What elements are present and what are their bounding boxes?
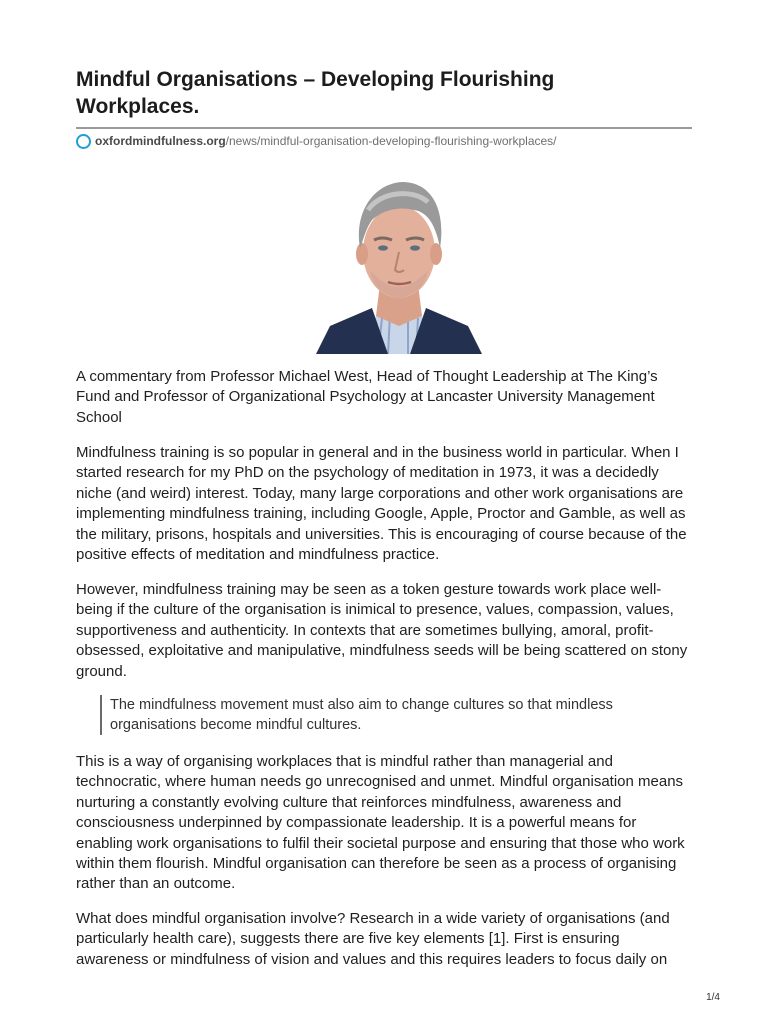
source-link[interactable] xyxy=(76,132,557,150)
body-paragraph-4: What does mindful organisation involve? Research in a wide variety of organisations (and particularly health care), suggests there are five key elements [1]. First is ensuring awareness or mindfulness of vision and values and this requires leaders to focus daily on xyxy=(76,910,670,968)
intro-paragraph: A commentary from Professor Michael West, Head of Thought Leadership at The King’s Fund and Professor of Organizational Psychology at Lancaster University Management School xyxy=(76,368,658,426)
article-title: Mindful Organisations – Developing Flourishing Workplaces. xyxy=(76,68,555,118)
page-number: 1/4 xyxy=(706,992,720,1003)
body-paragraph-3: This is a way of organising workplaces that is mindful rather than managerial and technocratic, where human needs go unrecognised and unmet. Mindful organisation means nurturing a constantly evolving culture that reinforces mindfulness, awareness and consciousness underpinned by compassionate leadership. It is a powerful means for enabling work organisations to fulfil their societal purpose and ensuring that those who work within them flourish. Mindful organisation can therefore be seen as a process of organising rather than an outcome. xyxy=(76,753,685,893)
body-paragraph-1: Mindfulness training is so popular in general and in the business world in particular. When I started research for my PhD on the psychology of meditation in 1973, it was a decidedly niche (and weird) interest. Today, many large corporations and other work organisations are implementing mindfulness training, including Google, Apple, Proctor and Gamble, as well as the military, prisons, hospitals and universities. This is encouraging of course because of the positive effects of meditation and mindfulness practice. xyxy=(76,444,687,564)
body-paragraph-2: However, mindfulness training may be seen as a token gesture towards work place well-being if the culture of the organisation is inimical to presence, values, compassion, values, supportiveness and authenticity. In contexts that are sometimes bullying, amoral, profit-obsessed, exploitative and manipulative, mindfulness seeds will be being scattered on stony ground. xyxy=(76,581,688,680)
title-divider xyxy=(76,127,692,129)
link-circle-icon xyxy=(76,134,91,149)
source-path[interactable]: /news/mindful-organisation-developing-flourishing-workplaces/ xyxy=(225,134,557,148)
author-portrait xyxy=(316,166,482,354)
pull-quote: The mindfulness movement must also aim to change cultures so that mindless organisations become mindful cultures. xyxy=(100,695,680,735)
portrait-illustration xyxy=(316,166,482,354)
source-domain[interactable]: oxfordmindfulness.org xyxy=(95,134,226,148)
